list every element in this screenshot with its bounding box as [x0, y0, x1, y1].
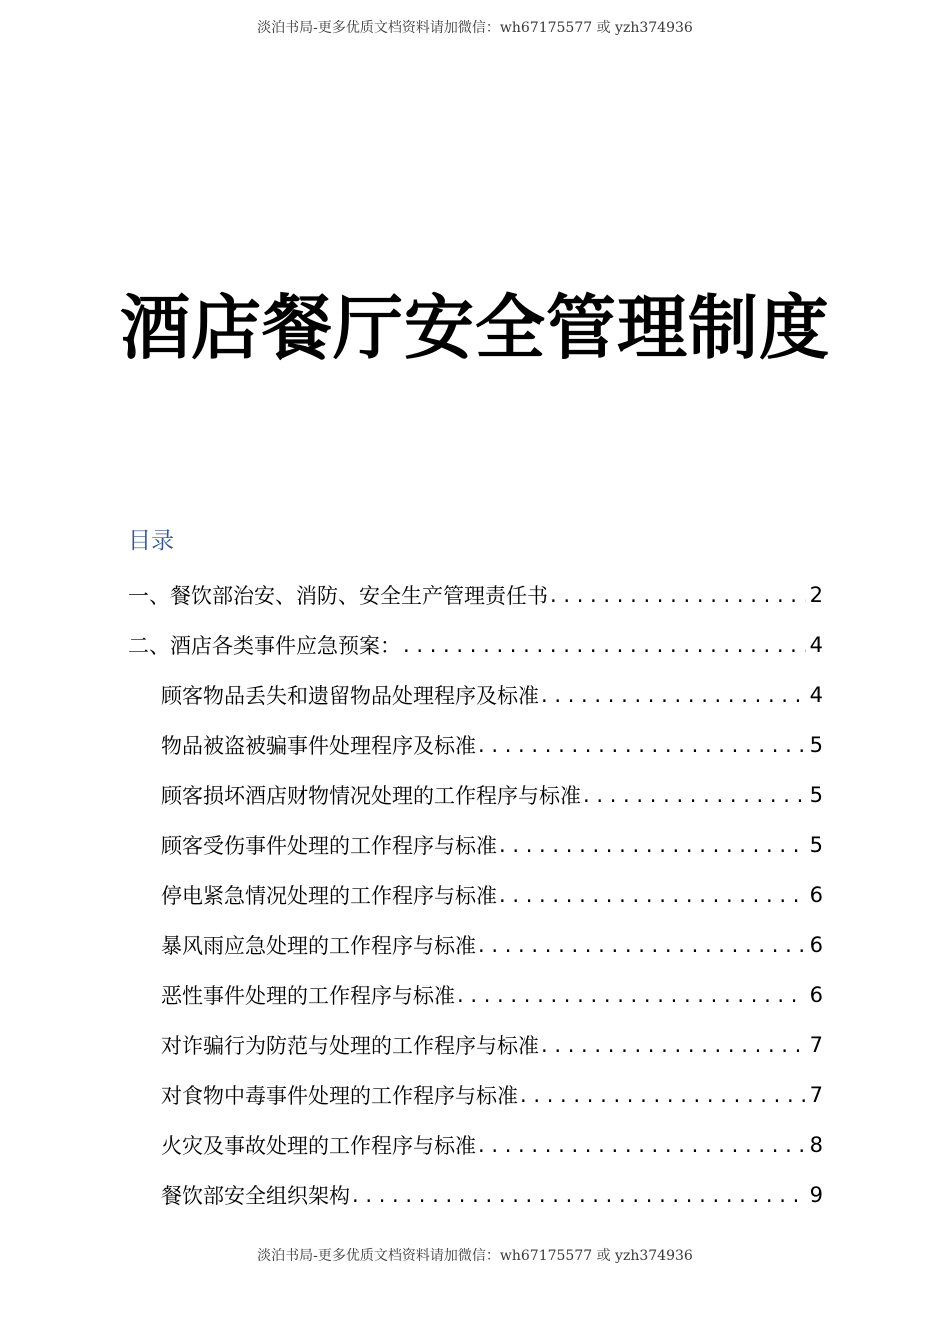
toc-entry-label: 火灾及事故处理的工作程序与标准 — [161, 1134, 476, 1158]
toc-dot-leader — [499, 833, 806, 857]
toc-page-number: 7 — [809, 1083, 823, 1107]
toc-entry-label: 二、酒店各类事件应急预案： — [128, 634, 401, 658]
toc-dot-leader — [478, 1133, 806, 1157]
toc-dot-leader — [541, 1033, 806, 1057]
toc-entry[interactable] — [128, 570, 823, 620]
toc-entry[interactable] — [128, 770, 823, 820]
toc-page-number: 7 — [809, 1033, 823, 1057]
toc-entry-label: 顾客物品丢失和遗留物品处理程序及标准 — [161, 684, 539, 708]
toc-page-number: 5 — [809, 833, 823, 857]
toc-entry-label: 一、餐饮部治安、消防、安全生产管理责任书 — [128, 584, 548, 608]
toc-entry[interactable] — [128, 920, 823, 970]
toc-page-number: 4 — [809, 633, 823, 657]
toc-entry-label: 顾客受伤事件处理的工作程序与标准 — [161, 834, 497, 858]
page-footer: 淡泊书局-更多优质文档资料请加微信：wh67175577 或 yzh374936 — [257, 1248, 693, 1264]
toc-page-number: 6 — [809, 883, 823, 907]
toc-dot-leader — [457, 983, 806, 1007]
toc-page-number: 6 — [809, 933, 823, 957]
toc-entry-label: 餐饮部安全组织架构 — [161, 1184, 350, 1208]
toc-entry[interactable] — [128, 1120, 823, 1170]
toc-entry-label: 物品被盗被骗事件处理程序及标准 — [161, 734, 476, 758]
toc-entry[interactable] — [128, 820, 823, 870]
toc-entry-label: 顾客损坏酒店财物情况处理的工作程序与标准 — [161, 784, 581, 808]
toc-dot-leader — [499, 883, 806, 907]
page-header: 淡泊书局-更多优质文档资料请加微信：wh67175577 或 yzh374936 — [257, 20, 693, 36]
toc-entry[interactable] — [128, 1070, 823, 1120]
toc-heading: 目录 — [128, 528, 174, 554]
toc-dot-leader — [583, 783, 806, 807]
toc-entry-label: 停电紧急情况处理的工作程序与标准 — [161, 884, 497, 908]
toc-dot-leader — [520, 1083, 806, 1107]
toc-entry[interactable] — [128, 720, 823, 770]
toc-entry[interactable] — [128, 1170, 823, 1220]
toc-dot-leader — [550, 583, 806, 607]
toc-entry-label: 对食物中毒事件处理的工作程序与标准 — [161, 1084, 518, 1108]
document-title: 酒店餐厅安全管理制度 — [120, 287, 830, 369]
toc-page-number: 4 — [809, 683, 823, 707]
toc-page-number: 5 — [809, 783, 823, 807]
toc-page-number: 5 — [809, 733, 823, 757]
toc-dot-leader — [478, 733, 806, 757]
toc-entry-label: 恶性事件处理的工作程序与标准 — [161, 984, 455, 1008]
toc-page-number: 2 — [809, 583, 823, 607]
toc-dot-leader — [403, 633, 806, 657]
table-of-contents — [128, 570, 823, 1220]
toc-entry-label: 暴风雨应急处理的工作程序与标准 — [161, 934, 476, 958]
toc-page-number: 8 — [809, 1133, 823, 1157]
toc-entry[interactable] — [128, 870, 823, 920]
toc-dot-leader — [478, 933, 806, 957]
toc-dot-leader — [352, 1183, 806, 1207]
toc-entry[interactable] — [128, 670, 823, 720]
toc-entry[interactable] — [128, 620, 823, 670]
toc-entry-label: 对诈骗行为防范与处理的工作程序与标准 — [161, 1034, 539, 1058]
toc-entry[interactable] — [128, 970, 823, 1020]
toc-page-number: 9 — [809, 1183, 823, 1207]
toc-dot-leader — [541, 683, 806, 707]
toc-entry[interactable] — [128, 1020, 823, 1070]
toc-page-number: 6 — [809, 983, 823, 1007]
